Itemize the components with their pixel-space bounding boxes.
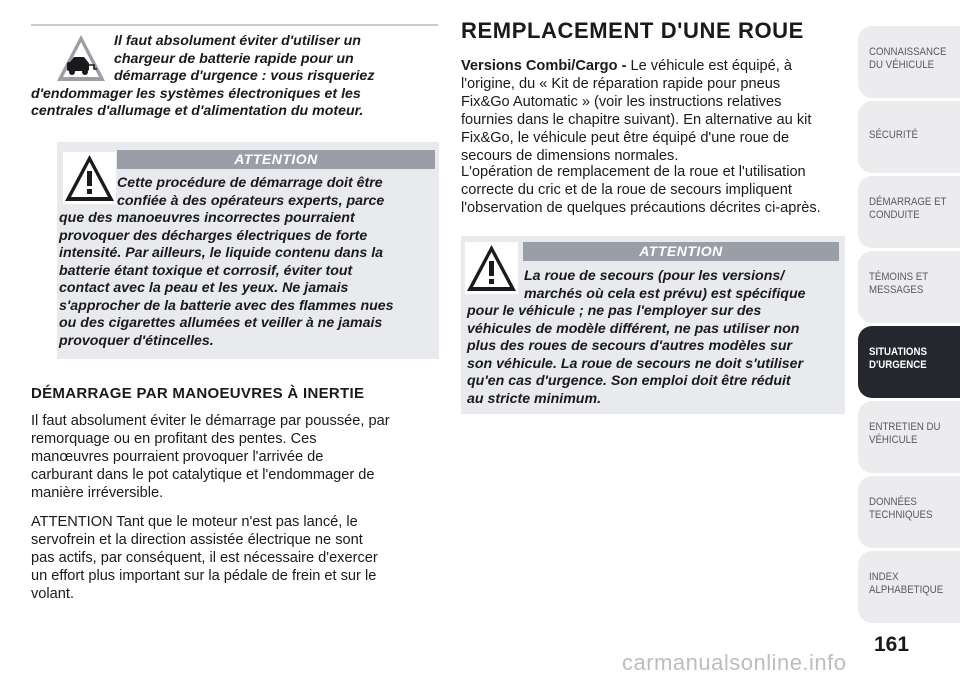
text-line: batterie étant toxique et corrosif, éviter tout <box>59 262 353 279</box>
attention-box-jumpstart <box>57 142 439 359</box>
text-line: servofrein et la direction assistée électrique ne sont <box>31 532 363 548</box>
sidebar-tab-label: VÉHICULE <box>869 434 918 446</box>
text-line: manière irréversible. <box>31 485 164 501</box>
text-line: marchés où cela est prévu) est spécifique <box>524 285 806 302</box>
sidebar-tab-label: ALPHABETIQUE <box>869 584 944 596</box>
sidebar-tab-label: DÉMARRAGE ET <box>869 196 947 208</box>
attention-text-jumpstart <box>59 175 437 350</box>
text-line: véhicules de modèle différent, ne pas utiliser non <box>467 320 800 337</box>
text-line: démarrage d'urgence : vous risqueriez <box>114 68 375 84</box>
text-line: Il faut absolument éviter le démarrage par poussée, par <box>31 413 390 429</box>
text-line: correcte du cric et de la roue de secours impliquent <box>461 182 792 198</box>
text-line: centrales d'allumage et d'alimentation du moteur. <box>31 103 364 119</box>
text-line: manœuvres pourraient provoquer l'arrivée de <box>31 449 324 465</box>
sidebar-tab-label: INDEX <box>869 571 899 583</box>
text-line: pour le véhicule ; ne pas l'employer sur des <box>467 303 762 319</box>
text-line: Il faut absolument éviter d'utiliser un <box>114 33 361 49</box>
watermark: carmanualsonline.info <box>622 650 847 675</box>
text-line: volant. <box>31 586 74 602</box>
text-line: Le véhicule est équipé, à <box>626 58 792 74</box>
text-line: s'approcher de la batterie avec des flammes nues <box>59 297 394 314</box>
text-line: qu'en cas d'urgence. Son emploi doit être réduit <box>467 373 791 389</box>
text-line: carburant dans le pot catalytique et l'endommager de <box>31 467 375 483</box>
text-line: d'endommager les systèmes électroniques et les <box>31 85 361 102</box>
sidebar-tab[interactable] <box>858 251 960 323</box>
text-line: L'opération de remplacement de la roue et l'utilisation <box>461 164 806 180</box>
text-line: ou des cigarettes allumées et veiller à ne jamais <box>59 315 383 331</box>
sidebar-tab-label: SÉCURITÉ <box>869 129 918 141</box>
sidebar-tab-label: DONNÉES <box>869 496 917 508</box>
text-line: chargeur de batterie rapide pour un <box>114 50 354 67</box>
attention-label: ATTENTION <box>523 242 839 261</box>
sidebar-tab-label: CONDUITE <box>869 209 920 221</box>
sidebar-tab-label: MESSAGES <box>869 284 924 296</box>
text-line: plus des roues de secours d'autres modèles sur <box>467 338 793 354</box>
sidebar-tab[interactable] <box>858 476 960 548</box>
attention-label: ATTENTION <box>117 150 435 169</box>
text-line: provoquer d'étincelles. <box>59 332 214 349</box>
text-line: l'origine, du « Kit de réparation rapide pour pneus <box>461 76 781 92</box>
sidebar-tab[interactable] <box>858 326 960 398</box>
text-line: que des manoeuvres incorrectes pourraient <box>59 210 355 226</box>
text-line: son véhicule. La roue de secours ne doit s'utiliser <box>467 355 804 372</box>
sidebar-tab-label: TECHNIQUES <box>869 509 933 521</box>
text-line: secours de dimensions normales. <box>461 148 679 164</box>
text-line: au stricte minimum. <box>467 390 602 407</box>
page-title: REMPLACEMENT D'UNE ROUE <box>461 18 804 43</box>
sidebar-tab[interactable] <box>858 176 960 248</box>
text-line: La roue de secours (pour les versions/ <box>524 268 785 284</box>
paragraph-attention-brake <box>31 513 441 603</box>
text-line: ATTENTION Tant que le moteur n'est pas lancé, le <box>31 514 358 530</box>
sidebar-tab[interactable] <box>858 401 960 473</box>
attention-box-spare-wheel <box>461 236 845 414</box>
sidebar-tab[interactable] <box>858 101 960 173</box>
text-line: un effort plus important sur la pédale de frein et sur le <box>31 568 377 584</box>
sidebar-tab-label: D'URGENCE <box>869 359 927 371</box>
text-line: Cette procédure de démarrage doit être <box>117 175 383 191</box>
warning-note-charger <box>31 33 441 121</box>
paragraph-inertia <box>31 412 441 502</box>
versions-lead: Versions Combi/Cargo - <box>461 58 627 74</box>
top-divider <box>31 24 438 26</box>
text-line: contact avec la peau et les yeux. Ne jamais <box>59 280 349 296</box>
sidebar-tab-label: DU VÉHICULE <box>869 59 935 71</box>
text-line: intensité. Par ailleurs, le liquide contenu dans la <box>59 245 384 261</box>
text-line: Fix&Go, le véhicule peut être équipé d'une roue de <box>461 130 790 146</box>
text-line: confiée à des opérateurs experts, parce <box>117 192 385 209</box>
sidebar-tab-label: SITUATIONS <box>869 346 927 358</box>
attention-text-spare-wheel <box>467 268 845 408</box>
sidebar-tab-label: CONNAISSANCE <box>869 46 947 58</box>
section-heading-inertia: DÉMARRAGE PAR MANOEUVRES À INERTIE <box>31 385 365 402</box>
text-line: fournies dans le chapitre suivant). En alternative au kit <box>461 112 812 128</box>
text-line: provoquer des décharges électriques de forte <box>59 227 368 244</box>
text-line: pas actifs, par conséquent, il est nécessaire d'exercer <box>31 550 378 566</box>
paragraph-operation <box>461 163 851 217</box>
sidebar-tab[interactable] <box>858 551 960 623</box>
page-number: 161 <box>874 633 910 656</box>
text-line: l'observation de quelques précautions décrites ci-après. <box>461 200 821 216</box>
text-line: Fix&Go Automatic » (voir les instructions relatives <box>461 94 782 110</box>
sidebar-tab-label: ENTRETIEN DU <box>869 421 941 433</box>
text-line: remorquage ou en profitant des pentes. Ces <box>31 431 317 447</box>
sidebar-tab[interactable] <box>858 26 960 98</box>
paragraph-versions <box>461 57 841 165</box>
sidebar-tab-label: TÉMOINS ET <box>869 271 929 283</box>
